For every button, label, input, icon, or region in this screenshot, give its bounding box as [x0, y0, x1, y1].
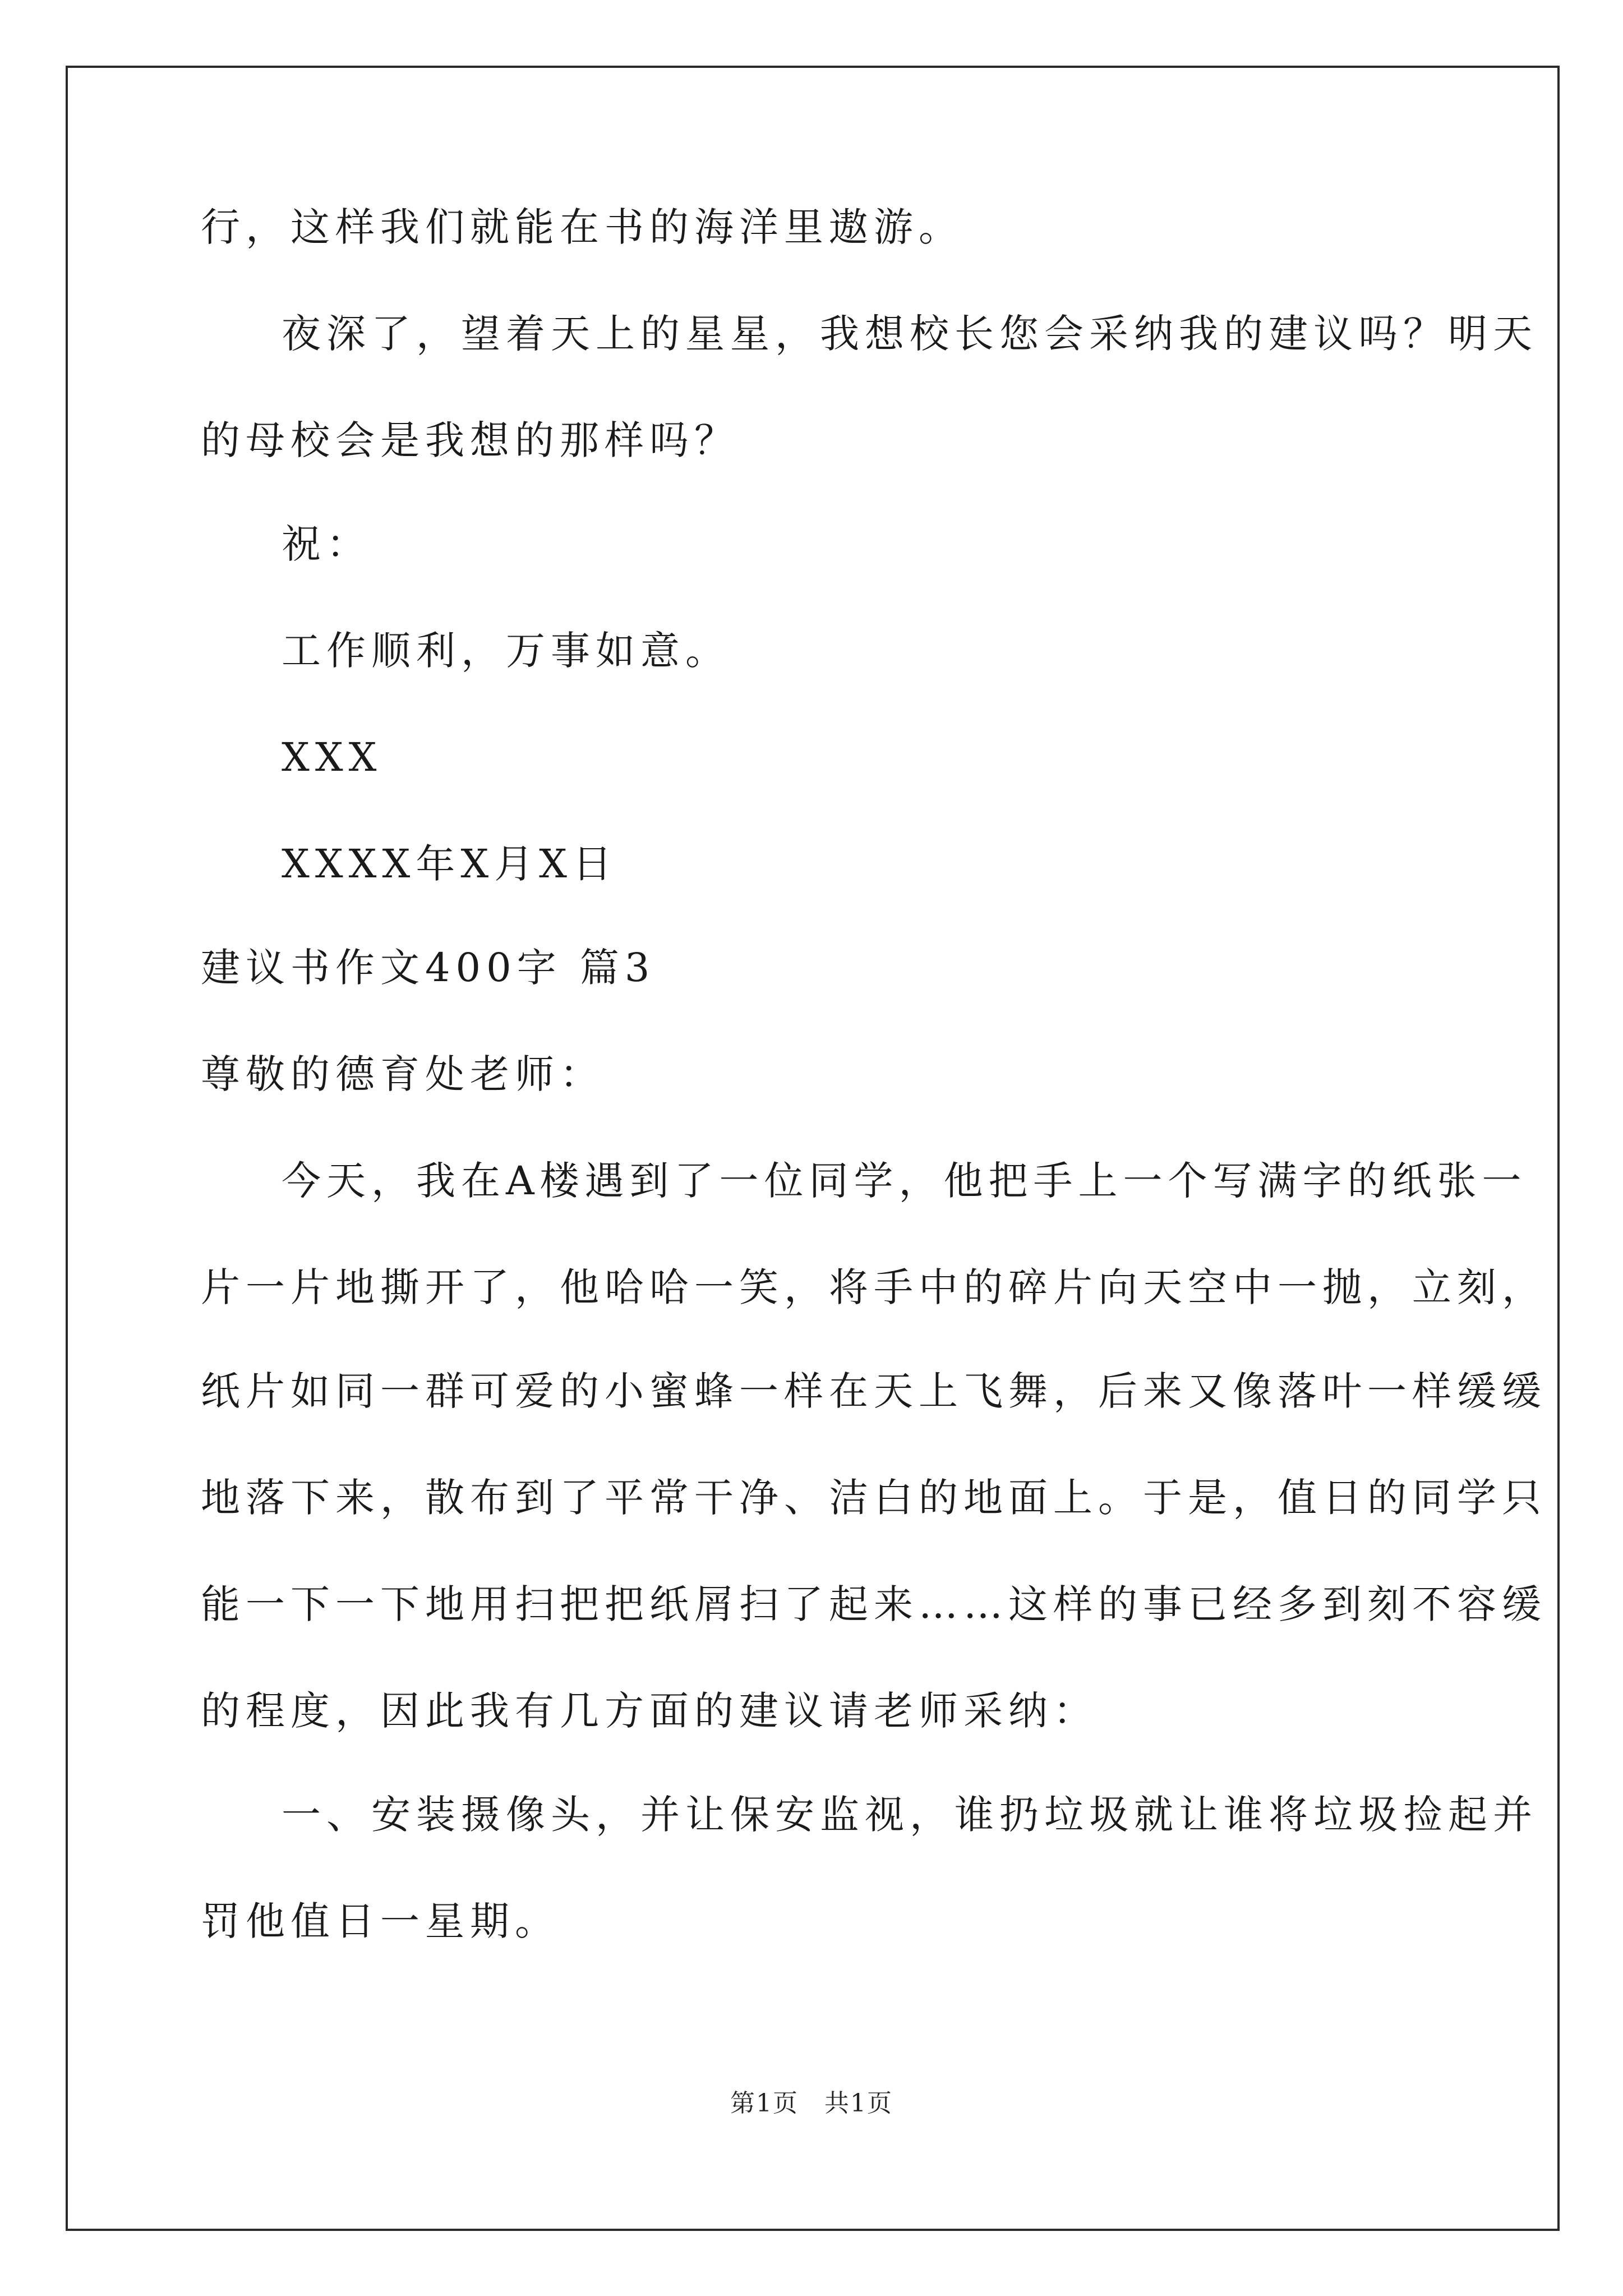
greeting: 尊敬的德育处老师： — [201, 1051, 605, 1097]
body-line: 能一下一下地用扫把把纸屑扫了起来……这样的事已经多到刻不容缓 — [201, 1581, 1547, 1627]
body-line: 一、安装摄像头，并让保安监视，谁扔垃圾就让谁将垃圾捡起并 — [282, 1792, 1538, 1838]
date-line: XXXX年X月X日 — [282, 841, 618, 887]
body-line: 纸片如同一群可爱的小蜜蜂一样在天上飞舞，后来又像落叶一样缓缓 — [201, 1368, 1547, 1414]
body-line: 的程度，因此我有几方面的建议请老师采纳： — [201, 1688, 1098, 1734]
signature: XXX — [282, 734, 382, 780]
page-number-footer: 第1页 共1页 — [730, 2089, 893, 2118]
body-line: 夜深了，望着天上的星星，我想校长您会采纳我的建议吗？明天 — [282, 311, 1538, 357]
body-line: 行，这样我们就能在书的海洋里遨游。 — [201, 204, 963, 250]
body-line: 片一片地撕开了，他哈哈一笑，将手中的碎片向天空中一抛，立刻， — [201, 1264, 1547, 1310]
body-line: 地落下来，散布到了平常干净、洁白的地面上。于是，值日的同学只 — [201, 1475, 1547, 1521]
body-line: 的母校会是我想的那样吗？ — [201, 417, 739, 463]
closing-wishes: 工作顺利，万事如意。 — [282, 628, 730, 674]
closing-salutation: 祝： — [282, 521, 371, 567]
body-line: 罚他值日一星期。 — [201, 1898, 560, 1944]
section-heading: 建议书作文400字 篇3 — [201, 945, 656, 991]
body-line: 今天，我在A楼遇到了一位同学，他把手上一个写满字的纸张一 — [282, 1158, 1527, 1204]
